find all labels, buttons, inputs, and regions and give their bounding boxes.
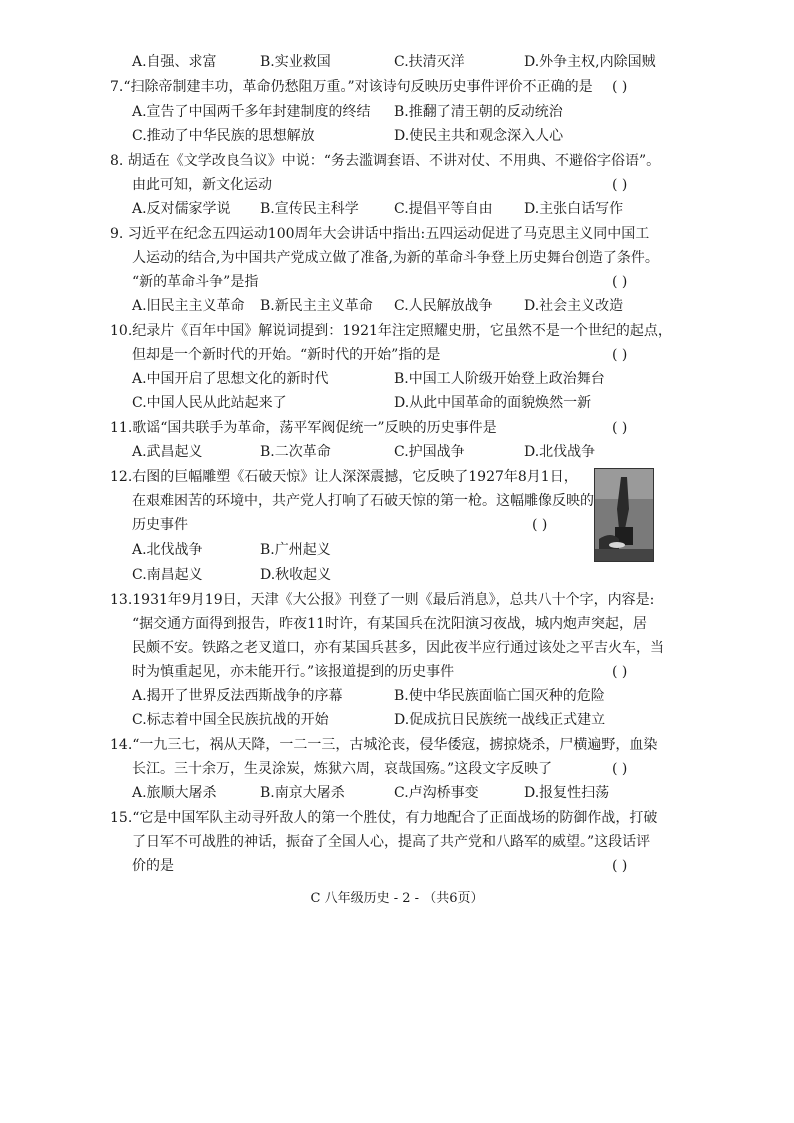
q7-option-d: D.使民主共和观念深入人心: [394, 128, 564, 144]
q10-option-c: C.中国人民从此站起来了: [132, 395, 287, 411]
q11-answer-paren: ( ): [612, 420, 628, 436]
q9-stem-line2: 人运动的结合,为中国共产党成立做了准备,为新的革命斗争登上历史舞台创造了条件。: [132, 250, 659, 266]
q10-stem-line2: 但却是一个新时代的开始。“新时代的开始”指的是: [132, 347, 441, 363]
q10-option-b: B.中国工人阶级开始登上政治舞台: [394, 371, 605, 387]
q9-stem-line1: 9. 习近平在纪念五四运动100周年大会讲话中指出:五四运动促进了马克思主义同中国工: [110, 226, 650, 242]
q12-option-b: B.广州起义: [260, 542, 331, 558]
q13-stem-line3: 民颇不安。铁路之老叉道口，亦有某国兵甚多，因此夜半应行通过该处之平吉火车，当: [132, 640, 664, 656]
q11-option-c: C.护国战争: [394, 444, 465, 460]
q6-option-a: A.自强、求富: [132, 54, 217, 70]
q11-option-d: D.北伐战争: [524, 444, 596, 460]
q13-option-a: A.揭开了世界反法西斯战争的序幕: [132, 688, 343, 704]
q12-option-c: C.南昌起义: [132, 567, 203, 583]
q15-stem-line3: 价的是: [132, 858, 174, 874]
q12-option-a: A.北伐战争: [132, 542, 203, 558]
q14-stem-line2: 长江。三十余万，生灵涂炭，炼狱六周，哀哉国殇。”这段文字反映了: [132, 761, 553, 777]
q12-stem-line1: 12.右图的巨幅雕塑《石破天惊》让人深深震撼，它反映了1927年8月1日，: [110, 469, 578, 485]
q7-answer-paren: ( ): [612, 79, 628, 95]
q15-stem-line1: 15.“它是中国军队主动寻歼敌人的第一个胜仗，有力地配合了正面战场的防御作战，打破: [110, 810, 658, 826]
q14-answer-paren: ( ): [612, 761, 628, 777]
q14-option-b: B.南京大屠杀: [260, 785, 345, 801]
q13-stem-line4: 时为慎重起见，亦未能开行。”该报道提到的历史事件: [132, 664, 455, 680]
q11-stem: 11.歌谣“国共联手为革命，荡平军阀促统一”反映的历史事件是: [110, 420, 497, 436]
q9-option-c: C.人民解放战争: [394, 298, 493, 314]
q14-option-c: C.卢沟桥事变: [394, 785, 479, 801]
q13-stem-line2: “据交通方面得到报告，昨夜11时许，有某国兵在沈阳演习夜战，城内炮声突起，居: [132, 616, 647, 632]
q12-answer-paren: ( ): [532, 517, 548, 533]
q12-stem-line2: 在艰难困苦的环境中，共产党人打响了石破天惊的第一枪。这幅雕像反映的: [132, 493, 594, 509]
q7-option-c: C.推动了中华民族的思想解放: [132, 128, 315, 144]
q13-option-b: B.使中华民族面临亡国灭种的危险: [394, 688, 605, 704]
q8-option-b: B.宣传民主科学: [260, 201, 359, 217]
q9-option-b: B.新民主主义革命: [260, 298, 373, 314]
q9-stem-line3: “新的革命斗争”是指: [132, 274, 259, 290]
q15-stem-line2: 了日军不可战胜的神话，振奋了全国人心，提高了共产党和八路军的威望。”这段话评: [132, 834, 651, 850]
q8-stem-line2: 由此可知，新文化运动: [132, 177, 272, 193]
q10-stem-line1: 10.纪录片《百年中国》解说词提到：1921年注定照耀史册，它虽然不是一个世纪的起点，: [110, 323, 672, 339]
q14-option-d: D.报复性扫荡: [524, 785, 610, 801]
q8-option-a: A.反对儒家学说: [132, 201, 231, 217]
q7-option-b: B.推翻了清王朝的反动统治: [394, 104, 563, 120]
page-footer: C 八年级历史 - 2 - （共6页）: [310, 891, 484, 906]
q6-option-d: D.外争主权,内除国贼: [524, 54, 656, 70]
q10-answer-paren: ( ): [612, 347, 628, 363]
q14-option-a: A.旅顺大屠杀: [132, 785, 217, 801]
q10-option-a: A.中国开启了思想文化的新时代: [132, 371, 329, 387]
q12-stem-line3: 历史事件: [132, 517, 188, 533]
q9-answer-paren: ( ): [612, 274, 628, 290]
q8-option-c: C.提倡平等自由: [394, 201, 493, 217]
sculpture-photo: [594, 468, 654, 562]
q7-option-a: A.宣告了中国两千多年封建制度的终结: [132, 104, 371, 120]
q6-option-b: B.实业救国: [260, 54, 331, 70]
q11-option-a: A.武昌起义: [132, 444, 203, 460]
q9-option-a: A.旧民主主义革命: [132, 298, 245, 314]
q8-stem-line1: 8. 胡适在《文学改良刍议》中说：“务去滥调套语、不讲对仗、不用典、不避俗字俗语”。: [110, 153, 661, 169]
q12-option-d: D.秋收起义: [260, 567, 332, 583]
q8-option-d: D.主张白话写作: [524, 201, 624, 217]
q13-answer-paren: ( ): [612, 664, 628, 680]
q6-option-c: C.扶清灭洋: [394, 54, 465, 70]
sculpture-image: [595, 469, 653, 561]
q7-stem: 7.“扫除帝制建丰功，革命仍愁阻万重。”对该诗句反映历史事件评价不正确的是: [110, 79, 593, 95]
q9-option-d: D.社会主义改造: [524, 298, 624, 314]
q8-answer-paren: ( ): [612, 177, 628, 193]
q14-stem-line1: 14.“一九三七，祸从天降，一二一三，古城沦丧，侵华倭寇，掳掠烧杀，尸横遍野，血染: [110, 737, 658, 753]
q13-stem-line1: 13.1931年9月19日，天津《大公报》刊登了一则《最后消息》，总共八十个字，内容是:: [110, 592, 655, 608]
q13-option-d: D.促成抗日民族统一战线正式建立: [394, 712, 606, 728]
q13-option-c: C.标志着中国全民族抗战的开始: [132, 712, 329, 728]
q15-answer-paren: ( ): [612, 858, 628, 874]
q10-option-d: D.从此中国革命的面貌焕然一新: [394, 395, 592, 411]
q11-option-b: B.二次革命: [260, 444, 331, 460]
